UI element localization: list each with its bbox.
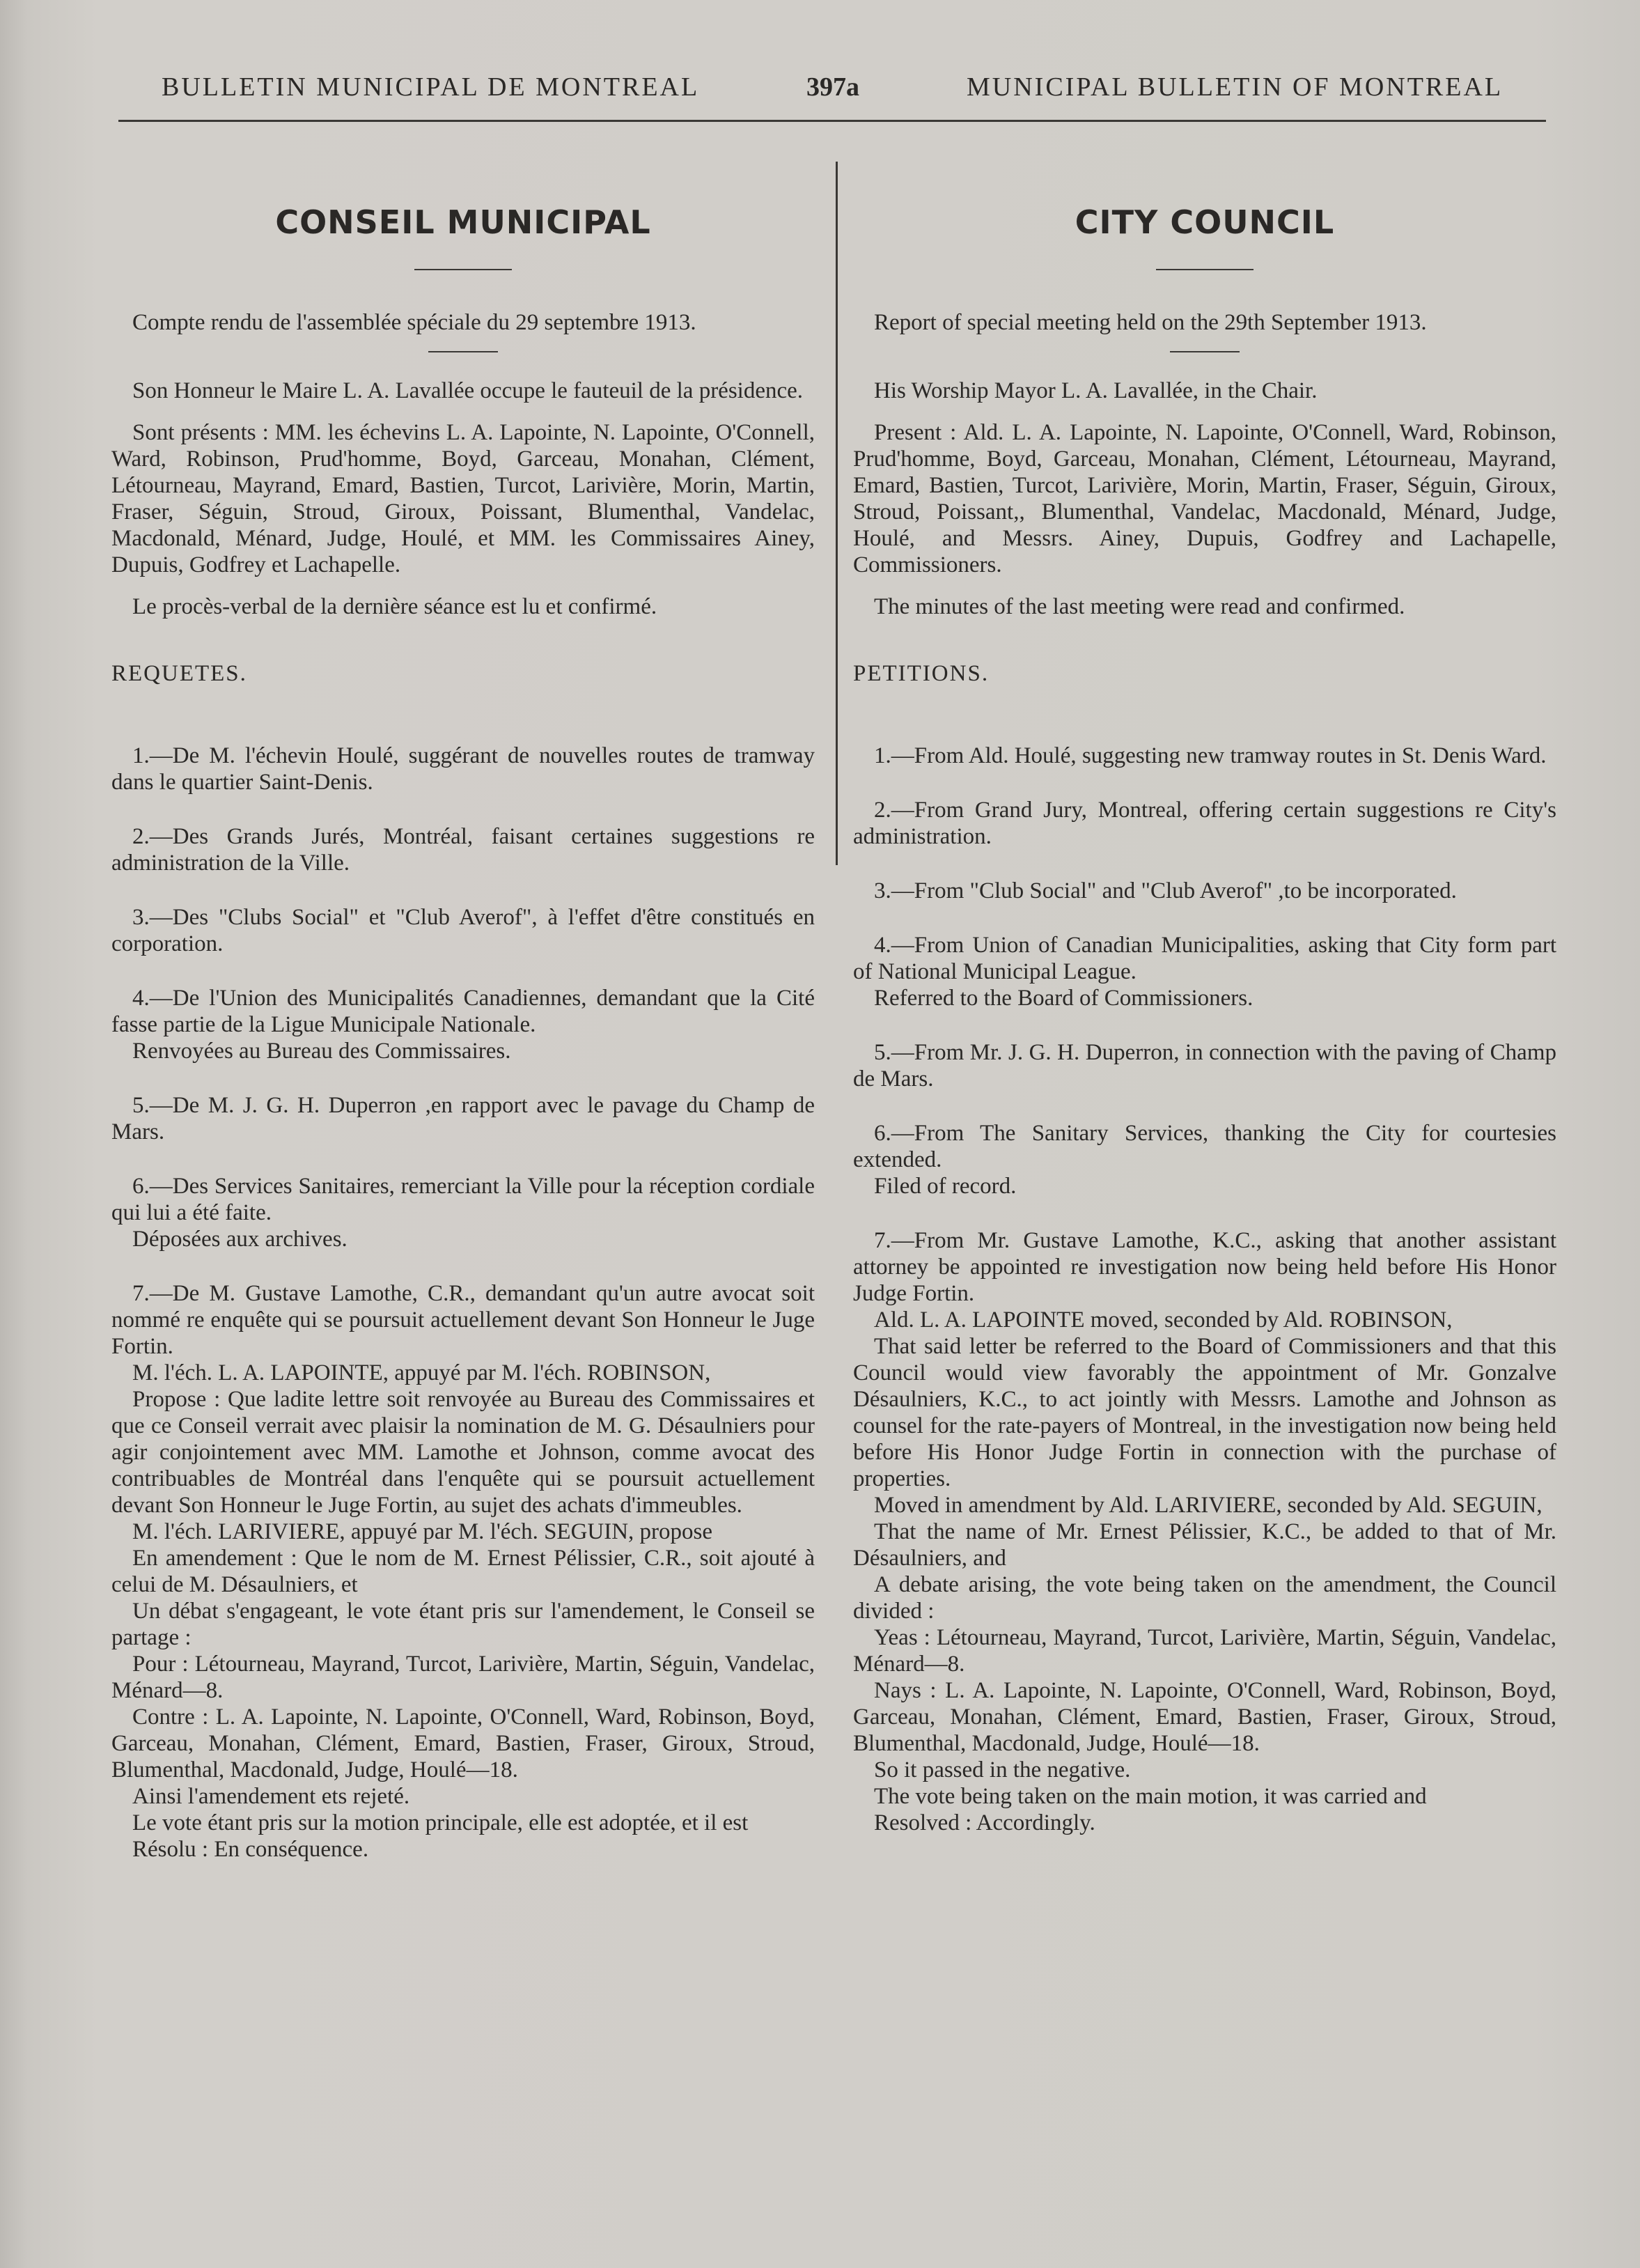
- english-column: [853, 202, 1556, 1836]
- fr-requete-6: 6.—Des Services Sanitaires, remerciant la Ville pour la réception cordiale qui lui a été faite.: [111, 1174, 815, 1225]
- en-chair: His Worship Mayor L. A. Lavallée, in the Chair.: [874, 378, 1318, 403]
- fr-motion-intro: M. l'éch. L. A. LAPOINTE, appuyé par M. l'éch. ROBINSON,: [132, 1360, 711, 1385]
- en-petition-6: 6.—From The Sanitary Services, thanking the City for courtesies extended.: [853, 1121, 1556, 1172]
- en-resolved: Resolved : Accordingly.: [874, 1810, 1095, 1835]
- column-divider: [836, 162, 838, 865]
- fr-amendment-intro: M. l'éch. LARIVIERE, appuyé par M. l'éch. SEGUIN, propose: [132, 1519, 713, 1544]
- en-subtitle-rule: [1170, 351, 1240, 352]
- en-title: CITY COUNCIL: [1075, 203, 1335, 241]
- en-petition-6-note: Filed of record.: [874, 1174, 1017, 1199]
- en-negative: So it passed in the negative.: [874, 1757, 1131, 1782]
- french-column: [111, 202, 815, 1863]
- fr-requete-4: 4.—De l'Union des Municipalités Canadiennes, demandant que la Cité fasse partie de la Ligue Municipale Nationale.: [111, 986, 815, 1037]
- en-petition-1: 1.—From Ald. Houlé, suggesting new tramway routes in St. Denis Ward.: [874, 743, 1547, 768]
- fr-requete-6-note: Déposées aux archives.: [132, 1227, 347, 1252]
- fr-requetes-heading: REQUETES.: [111, 661, 247, 686]
- fr-resolu: Résolu : En conséquence.: [132, 1837, 369, 1862]
- fr-subtitle-rule: [428, 351, 498, 352]
- en-motion-text: That said letter be referred to the Board of Commissioners and that this Council would view favorably the appointment of Mr. Gonzalve Désaulniers, K.C., to act jointly with Messrs. Lamothe and Johnson as counsel for the rate-payers of Montreal, in the investigation now being held before His Honor Judge Fortin in connection with the purchase of properties.: [853, 1334, 1556, 1491]
- fr-amendment-rejected: Ainsi l'amendement ets rejeté.: [132, 1784, 410, 1809]
- en-petition-2: 2.—From Grand Jury, Montreal, offering certain suggestions re City's administration.: [853, 798, 1556, 849]
- en-petition-3: 3.—From "Club Social" and "Club Averof" ,to be incorporated.: [874, 878, 1457, 903]
- en-amendment-text: That the name of Mr. Ernest Pélissier, K.C., be added to that of Mr. Désaulniers, and: [853, 1519, 1556, 1571]
- en-vote-nays: Nays : L. A. Lapointe, N. Lapointe, O'Connell, Ward, Robinson, Boyd, Garceau, Monahan, Clément, Emard, Bastien, Fraser, Giroux, Stroud, Blumenthal, Macdonald, Judge, Houlé—18.: [853, 1678, 1556, 1756]
- en-petition-4: 4.—From Union of Canadian Municipalities, asking that City form part of National Municipal League.: [853, 933, 1556, 984]
- en-petition-4-note: Referred to the Board of Commissioners.: [874, 986, 1254, 1011]
- en-petition-5: 5.—From Mr. J. G. H. Duperron, in connection with the paving of Champ de Mars.: [853, 1040, 1556, 1092]
- fr-vote-pour: Pour : Létourneau, Mayrand, Turcot, Larivière, Martin, Séguin, Vandelac, Ménard—8.: [111, 1652, 815, 1703]
- en-petitions-heading: PETITIONS.: [853, 661, 990, 686]
- page-number: 397a: [806, 72, 859, 102]
- en-debate: A debate arising, the vote being taken on the amendment, the Council divided :: [853, 1572, 1556, 1624]
- en-motion-intro: Ald. L. A. LAPOINTE moved, seconded by Ald. ROBINSON,: [874, 1307, 1453, 1333]
- en-present: Present : Ald. L. A. Lapointe, N. Lapointe, O'Connell, Ward, Robinson, Prud'homme, Boyd, Garceau, Monahan, Clément, Létourneau, Mayrand, Emard, Bastien, Turcot, Larivière, Morin, Martin, Fraser, Séguin, Giroux, Stroud, Poissant,, Blumenthal, Vandelac, Macdonald, Ménard, Judge, Houlé, and Messrs. Ainey, Dupuis, Godfrey and Lachapelle, Commissioners.: [853, 420, 1556, 577]
- fr-requete-3: 3.—Des "Clubs Social" et "Club Averof", à l'effet d'être constitués en corporation.: [111, 905, 815, 956]
- fr-vote-contre: Contre : L. A. Lapointe, N. Lapointe, O'Connell, Ward, Robinson, Boyd, Garceau, Monahan, Clément, Emard, Bastien, Fraser, Giroux, Stroud, Blumenthal, Macdonald, Judge, Houlé—18.: [111, 1704, 815, 1782]
- en-vote-main: The vote being taken on the main motion, it was carried and: [874, 1784, 1427, 1809]
- fr-requete-1: 1.—De M. l'échevin Houlé, suggérant de nouvelles routes de tramway dans le quartier Saint-Denis.: [111, 743, 815, 795]
- fr-proces-verbal: Le procès-verbal de la dernière séance est lu et confirmé.: [132, 594, 657, 619]
- fr-motion-text: Propose : Que ladite lettre soit renvoyée au Bureau des Commissaires et que ce Conseil verrait avec plaisir la nomination de M. G. Désaulniers pour agir conjointement avec MM. Lamothe et Johnson, comme avocat des contribuables de Montréal dans l'enquête qui se poursuit actuellement devant Son Honneur le Juge Fortin, au sujet des achats d'immeubles.: [111, 1387, 815, 1518]
- en-subtitle: Report of special meeting held on the 29th September 1913.: [874, 310, 1427, 335]
- fr-debate: Un débat s'engageant, le vote étant pris sur l'amendement, le Conseil se partage :: [111, 1599, 815, 1650]
- en-title-rule: [1156, 269, 1254, 270]
- running-header: [0, 66, 1640, 115]
- en-petition-7: 7.—From Mr. Gustave Lamothe, K.C., asking that another assistant attorney be appointed re investigation now being held before His Honor Judge Fortin.: [853, 1228, 1556, 1306]
- en-minutes: The minutes of the last meeting were read and confirmed.: [874, 594, 1405, 619]
- fr-requete-2: 2.—Des Grands Jurés, Montréal, faisant certaines suggestions re administration de la Ville.: [111, 824, 815, 876]
- en-vote-yeas: Yeas : Létourneau, Mayrand, Turcot, Larivière, Martin, Séguin, Vandelac, Ménard—8.: [853, 1625, 1556, 1677]
- fr-amendment-text: En amendement : Que le nom de M. Ernest Pélissier, C.R., soit ajouté à celui de M. Désaulniers, et: [111, 1546, 815, 1597]
- fr-vote-main: Le vote étant pris sur la motion principale, elle est adoptée, et il est: [132, 1810, 749, 1835]
- header-right-title: MUNICIPAL BULLETIN OF MONTREAL: [967, 72, 1504, 102]
- fr-subtitle: Compte rendu de l'assemblée spéciale du 29 septembre 1913.: [132, 310, 696, 335]
- fr-presidence: Son Honneur le Maire L. A. Lavallée occupe le fauteuil de la présidence.: [132, 378, 804, 403]
- fr-title-rule: [414, 269, 512, 270]
- fr-title: CONSEIL MUNICIPAL: [275, 203, 651, 241]
- fr-presents: Sont présents : MM. les échevins L. A. Lapointe, N. Lapointe, O'Connell, Ward, Robinson, Prud'homme, Boyd, Garceau, Monahan, Clément, Létourneau, Mayrand, Emard, Bastien, Turcot, Larivière, Morin, Martin, Fraser, Séguin, Stroud, Giroux, Poissant, Blumenthal, Vandelac, Macdonald, Ménard, Judge, Houlé, et MM. les Commissaires Ainey, Dupuis, Godfrey et Lachapelle.: [111, 420, 815, 577]
- fr-requete-4-note: Renvoyées au Bureau des Commissaires.: [132, 1039, 511, 1064]
- fr-requete-7: 7.—De M. Gustave Lamothe, C.R., demandant qu'un autre avocat soit nommé re enquête qui se poursuit actuellement devant Son Honneur le Juge Fortin.: [111, 1281, 815, 1359]
- header-rule: [118, 120, 1546, 122]
- en-amendment-intro: Moved in amendment by Ald. LARIVIERE, seconded by Ald. SEGUIN,: [874, 1493, 1543, 1518]
- header-left-title: BULLETIN MUNICIPAL DE MONTREAL: [162, 72, 700, 102]
- fr-requete-5: 5.—De M. J. G. H. Duperron ,en rapport avec le pavage du Champ de Mars.: [111, 1093, 815, 1144]
